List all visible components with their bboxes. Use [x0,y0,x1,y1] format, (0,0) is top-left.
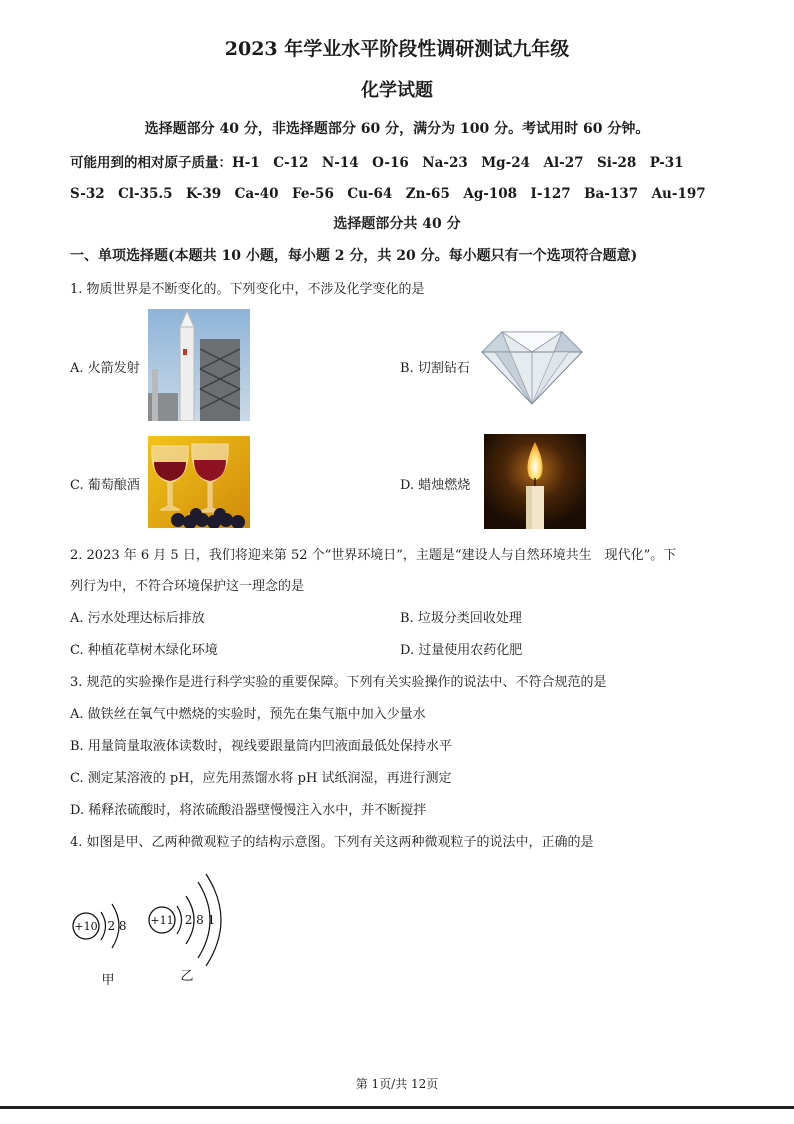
question-2-option-b: B. 垃圾分类回收处理 [400,611,522,626]
question-1-option-a: A. 火箭发射 [70,361,140,376]
part-heading: 一、单项选择题(本题共 10 小题，每小题 2 分，共 20 分。每小题只有一个选项符合题意) [70,248,638,264]
question-4-stem: 4. 如图是甲、乙两种微观粒子的结构示意图。下列有关这两种微观粒子的说法中，正确的是 [70,835,594,850]
exam-title: 2023 年学业水平阶段性调研测试九年级 [224,38,570,60]
atomic-masses-line-2: S-32 Cl-35.5 K-39 Ca-40 Fe-56 Cu-64 Zn-65 Ag-108 I-127 Ba-137 Au-197 [70,186,706,202]
question-2-option-a: A. 污水处理达标后排放 [70,611,205,626]
question-2-stem-line-1: 2. 2023 年 6 月 5 日，我们将迎来第 52 个“世界环境日”，主题是“建设人与自然环境共生 现代化”。下 [70,548,677,563]
bottom-rule [0,1106,794,1109]
question-1-option-d: D. 蜡烛燃烧 [400,478,471,493]
question-1-option-c: C. 葡萄酿酒 [70,478,140,493]
question-1-option-b: B. 切割钻石 [400,361,470,376]
candle-image [484,434,586,533]
wine-glasses-image [148,436,250,532]
atomic-masses-line-1: 可能用到的相对原子质量：H-1 C-12 N-14 O-16 Na-23 Mg-24 Al-27 Si-28 P-31 [70,155,684,171]
question-3-option-a: A. 做铁丝在氧气中燃烧的实验时，预先在集气瓶中加入少量水 [70,707,426,722]
question-3-option-c: C. 测定某溶液的 pH，应先用蒸馏水将 pH 试纸润湿，再进行测定 [70,771,452,786]
question-3-option-d: D. 稀释浓硫酸时，将浓硫酸沿器壁慢慢注入水中，并不断搅拌 [70,803,427,818]
diamond-image [480,328,584,410]
section-heading: 选择题部分共 40 分 [333,216,461,232]
question-3-option-b: B. 用量筒量取液体读数时，视线要跟量筒内凹液面最低处保持水平 [70,739,452,754]
question-2-option-c: C. 种植花草树木绿化环境 [70,643,218,658]
jia-electron-shells: 2 8 [107,919,127,933]
question-3-stem: 3. 规范的实验操作是进行科学实验的重要保障。下列有关实验操作的说法中、不符合规范的是 [70,675,607,690]
yi-label: 乙 [180,969,194,984]
question-1-stem: 1. 物质世界是不断变化的。下列变化中，不涉及化学变化的是 [70,282,425,297]
jia-nucleus-charge: +10 [74,920,98,933]
yi-electron-shells: 2 8 1 [184,913,216,927]
question-2-option-d: D. 过量使用农药化肥 [400,643,523,658]
rocket-launch-image [148,309,250,425]
question-2-stem-line-2: 列行为中，不符合环境保护这一理念的是 [70,579,305,594]
exam-subtitle: 化学试题 [361,80,433,101]
jia-label: 甲 [101,973,115,988]
yi-nucleus-charge: +11 [150,914,174,927]
particle-structure-diagram [60,868,240,1002]
exam-info: 选择题部分 40 分，非选择题部分 60 分，满分为 100 分。考试用时 60 分钟。 [144,121,650,137]
page-footer: 第 1页/共 12页 [355,1077,439,1091]
